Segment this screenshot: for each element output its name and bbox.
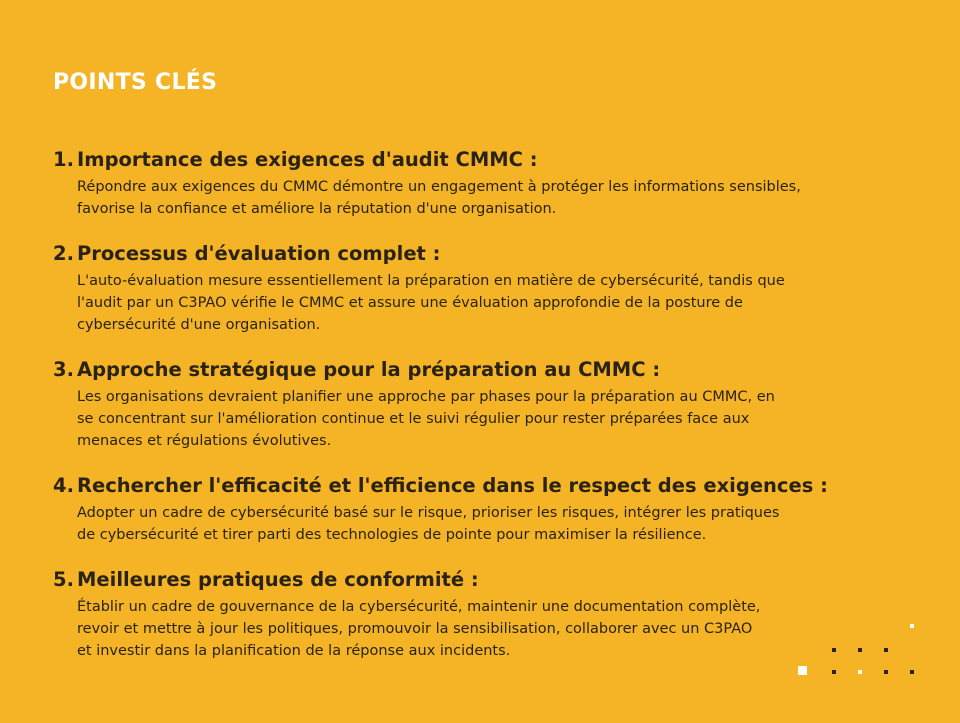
- key-point-body: [77, 502, 903, 546]
- key-point-title: Meilleures pratiques de conformité :: [77, 568, 479, 591]
- decorative-square-icon: [798, 666, 807, 675]
- decorative-dot-icon: [858, 670, 862, 674]
- key-point-title: Approche stratégique pour la préparation au CMMC :: [77, 358, 661, 381]
- key-point-line: de cybersécurité et tirer parti des technologies de pointe pour maximiser la résilience.: [77, 527, 707, 543]
- key-point-heading: [53, 242, 903, 266]
- key-point-heading: [53, 474, 903, 498]
- decorative-dot-icon: [884, 648, 888, 652]
- key-point-body: [77, 176, 903, 220]
- decorative-dot-icon: [884, 670, 888, 674]
- key-point-number: 1.: [53, 148, 74, 171]
- decorative-dot-icon: [832, 648, 836, 652]
- decorative-dot-icon: [910, 670, 914, 674]
- key-point-line: menaces et régulations évolutives.: [77, 433, 332, 449]
- key-point-body: [77, 596, 903, 662]
- key-point-line: revoir et mettre à jour les politiques, promouvoir la sensibilisation, collaborer avec un C3PAO: [77, 621, 753, 637]
- key-point-line: et investir dans la planification de la réponse aux incidents.: [77, 643, 511, 659]
- key-point-body: [77, 270, 903, 336]
- key-point-title: Importance des exigences d'audit CMMC :: [77, 148, 538, 171]
- key-point-line: favorise la confiance et améliore la réputation d'une organisation.: [77, 201, 557, 217]
- key-point-2: [53, 242, 903, 336]
- key-point-heading: [53, 148, 903, 172]
- key-point-line: cybersécurité d'une organisation.: [77, 317, 321, 333]
- key-point-4: [53, 474, 903, 546]
- key-point-number: 3.: [53, 358, 74, 381]
- key-point-title: Rechercher l'efficacité et l'efficience dans le respect des exigences :: [77, 474, 828, 497]
- key-point-number: 4.: [53, 474, 74, 497]
- key-point-3: [53, 358, 903, 452]
- key-point-line: L'auto-évaluation mesure essentiellement la préparation en matière de cybersécurité, tandis que: [77, 273, 785, 289]
- key-point-line: Les organisations devraient planifier une approche par phases pour la préparation au CMMC, en: [77, 389, 775, 405]
- key-point-number: 5.: [53, 568, 74, 591]
- key-point-5: [53, 568, 903, 662]
- key-point-heading: [53, 568, 903, 592]
- decorative-dot-icon: [858, 648, 862, 652]
- key-point-line: Répondre aux exigences du CMMC démontre un engagement à protéger les informations sensibles,: [77, 179, 801, 195]
- key-point-line: l'audit par un C3PAO vérifie le CMMC et assure une évaluation approfondie de la posture de: [77, 295, 743, 311]
- key-point-title: Processus d'évaluation complet :: [77, 242, 441, 265]
- key-point-line: se concentrant sur l'amélioration continue et le suivi régulier pour rester préparées face aux: [77, 411, 750, 427]
- decorative-dot-icon: [832, 670, 836, 674]
- page-title: POINTS CLÉS: [53, 70, 218, 95]
- decorative-dot-icon: [910, 624, 914, 628]
- key-point-heading: [53, 358, 903, 382]
- key-point-body: [77, 386, 903, 452]
- key-point-number: 2.: [53, 242, 74, 265]
- key-point-line: Établir un cadre de gouvernance de la cybersécurité, maintenir une documentation complète,: [77, 599, 761, 615]
- key-point-line: Adopter un cadre de cybersécurité basé sur le risque, prioriser les risques, intégrer les pratiques: [77, 505, 780, 521]
- key-points-list: [53, 148, 903, 684]
- key-point-1: [53, 148, 903, 220]
